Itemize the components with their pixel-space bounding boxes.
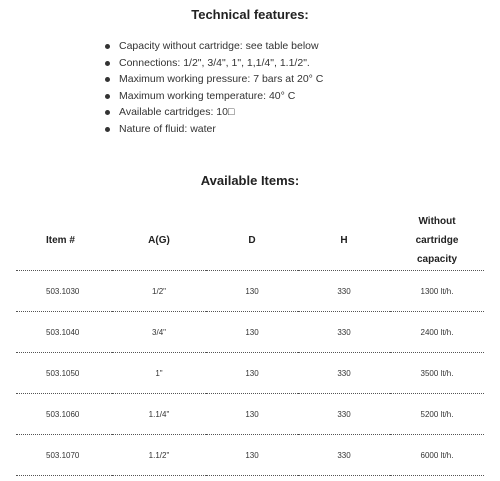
cell-d: 130 xyxy=(206,353,298,394)
table-header-row xyxy=(16,210,484,271)
table-row xyxy=(16,271,484,312)
cell-d: 130 xyxy=(206,312,298,353)
cell-item: 503.1040 xyxy=(16,312,112,353)
cell-a: 1.1/2" xyxy=(112,435,206,476)
feature-text: Maximum working temperature: 40° C xyxy=(119,89,296,102)
column-header-a: A(G) xyxy=(112,210,206,271)
feature-text: Maximum working pressure: 7 bars at 20° C xyxy=(119,73,324,86)
cell-h: 330 xyxy=(298,394,390,435)
feature-item xyxy=(105,71,323,88)
bullet-icon xyxy=(105,94,110,99)
cell-capacity: 3500 lt/h. xyxy=(390,353,484,394)
feature-text: Available cartridges: 10□ xyxy=(119,106,235,119)
column-header-capacity xyxy=(390,210,484,271)
cell-d: 130 xyxy=(206,271,298,312)
cell-d: 130 xyxy=(206,435,298,476)
cell-capacity: 2400 lt/h. xyxy=(390,312,484,353)
items-table xyxy=(16,210,484,476)
table-row xyxy=(16,353,484,394)
bullet-icon xyxy=(105,61,110,66)
capacity-header-line: Without xyxy=(418,215,456,227)
column-header-h: H xyxy=(298,210,390,271)
cell-a: 1.1/4" xyxy=(112,394,206,435)
cell-capacity: 5200 lt/h. xyxy=(390,394,484,435)
cell-capacity: 1300 lt/h. xyxy=(390,271,484,312)
feature-item xyxy=(105,104,323,121)
table-row xyxy=(16,394,484,435)
bullet-icon xyxy=(105,44,110,49)
feature-text: Capacity without cartridge: see table below xyxy=(119,40,319,52)
cell-item: 503.1070 xyxy=(16,435,112,476)
cell-h: 330 xyxy=(298,271,390,312)
technical-features-list xyxy=(105,38,323,138)
feature-item xyxy=(105,55,323,72)
cell-a: 1" xyxy=(112,353,206,394)
feature-item xyxy=(105,88,323,105)
cell-h: 330 xyxy=(298,353,390,394)
feature-item xyxy=(105,38,323,55)
cell-a: 3/4" xyxy=(112,312,206,353)
column-header-d: D xyxy=(206,210,298,271)
table-row xyxy=(16,435,484,476)
technical-features-heading: Technical features: xyxy=(191,7,309,22)
cell-d: 130 xyxy=(206,394,298,435)
feature-text: Nature of fluid: water xyxy=(119,122,216,135)
available-items-heading: Available Items: xyxy=(200,173,300,188)
feature-text: Connections: 1/2", 3/4", 1", 1,1/4", 1.1/2". xyxy=(119,56,310,69)
column-header-item: Item # xyxy=(16,210,112,271)
cell-h: 330 xyxy=(298,312,390,353)
bullet-icon xyxy=(105,127,110,132)
bullet-icon xyxy=(105,77,110,82)
cell-capacity: 6000 lt/h. xyxy=(390,435,484,476)
cell-h: 330 xyxy=(298,435,390,476)
bullet-icon xyxy=(105,110,110,115)
cell-item: 503.1050 xyxy=(16,353,112,394)
cell-item: 503.1060 xyxy=(16,394,112,435)
capacity-header-line: cartridge xyxy=(415,234,459,246)
table-row xyxy=(16,312,484,353)
feature-item xyxy=(105,121,323,138)
cell-item: 503.1030 xyxy=(16,271,112,312)
capacity-header-line: capacity xyxy=(416,253,458,265)
cell-a: 1/2" xyxy=(112,271,206,312)
